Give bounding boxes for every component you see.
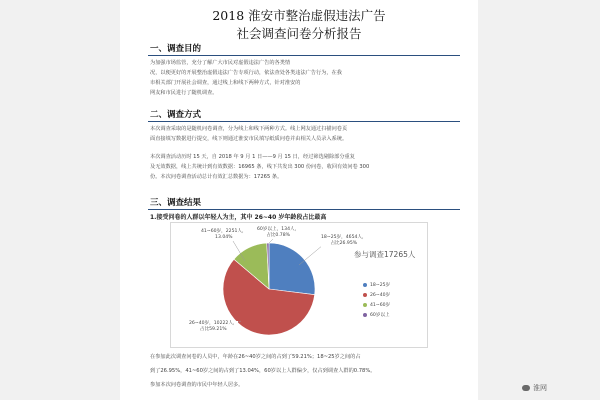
legend-item: 60岁以上	[363, 312, 390, 318]
section-heading-method: 二、调查方式	[150, 110, 202, 120]
paragraph-line: 本次调查活动历时 15 天，自 2018 年 9 月 1 日——9 月 15 日，经过筛选剔除部分重复	[150, 154, 355, 160]
paragraph-line: 份。本次问卷调查活动总计有效汇总数据为：17265 条。	[150, 174, 283, 180]
paragraph-line: 况，以便更好的开展整治虚假违法广告专项行动，依法查处各类违法广告行为，在我	[150, 70, 342, 76]
report-title-line1: 2018 淮安市整治虚假违法广告	[212, 8, 386, 23]
slice-label: 26~40岁，10222人， 占比59.21%	[189, 321, 238, 332]
slice-label: 18~25岁，4654人， 占比26.95%	[321, 235, 367, 246]
legend-item: 41~60岁	[363, 302, 390, 308]
watermark: 淮网	[522, 383, 547, 393]
results-subheading: 1.接受问卷的人群以年轻人为主，其中 26~40 岁年龄段占比最高	[150, 214, 327, 221]
age-pie-chart	[170, 222, 428, 348]
paragraph-line: 为加强市场监管，充分了解广大市民对虚假违法广告的各类情	[150, 60, 291, 66]
legend-swatch	[363, 293, 367, 297]
legend-swatch	[363, 283, 367, 287]
leader-line	[299, 245, 323, 265]
paragraph-line: 及无效数据，线上共统计到有效数据：16965 条，线下共发出 300 份问卷，收回有效问卷 300	[150, 164, 370, 170]
paragraph-line: 在参加此次调查问卷的人员中，年龄在26~40岁之间的占到了59.21%；18~25岁之间的占	[150, 354, 361, 360]
report-page	[120, 0, 478, 400]
paragraph-line: 网友和市民进行了随机调查。	[150, 90, 218, 96]
paragraph-line: 参加本次问卷调查的市民中年轻人居多。	[150, 382, 244, 388]
slice-label: 60岁以上，134人， 占比0.78%	[257, 227, 300, 238]
legend-swatch	[363, 313, 367, 317]
chart-title: 参与调查17265人	[354, 250, 416, 259]
paragraph-line: 到了26.95%，41~60岁之间的占到了13.04%，60岁以上人群偏少，仅占到调查人群的0.78%。	[150, 368, 376, 374]
paragraph-line: 面直接填写数据进行提交，线下则通过淮安市民填写纸质问卷并由相关人员录入系统。	[150, 136, 348, 142]
pie-slice	[269, 243, 315, 295]
paragraph-line: 本次调查采取的是随机问卷调查，分为线上和线下两种方式。线上网友通过扫描问卷页	[150, 126, 348, 132]
slice-label: 41~60岁，2251人， 13.04%	[201, 229, 247, 240]
wechat-icon	[522, 385, 530, 391]
legend-item: 26~40岁	[363, 292, 390, 298]
report-title-line2: 社会调查问卷分析报告	[236, 26, 362, 41]
section-divider	[148, 55, 460, 56]
section-heading-results: 三、调查结果	[150, 198, 202, 208]
section-heading-purpose: 一、调查目的	[150, 44, 202, 54]
legend-swatch	[363, 303, 367, 307]
section-divider	[148, 209, 460, 210]
section-divider	[148, 121, 460, 122]
paragraph-line: 市相关部门开展社会调查，通过线上和线下两种方式，针对淮安的	[150, 80, 301, 86]
legend-item: 18~25岁	[363, 282, 390, 288]
